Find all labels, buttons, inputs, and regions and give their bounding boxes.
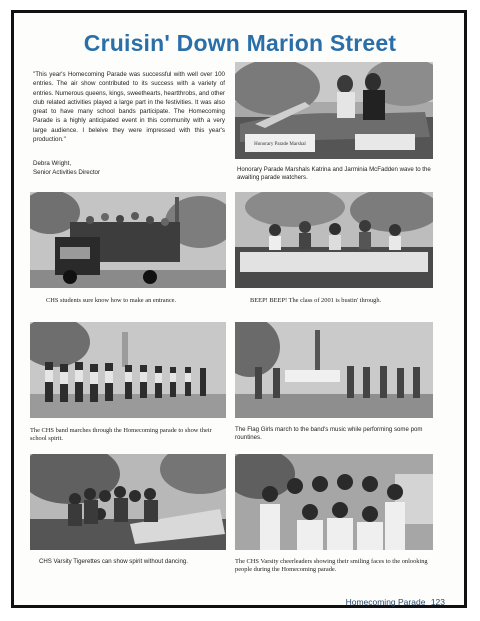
caption-students-truck: CHS students sure know how to make an entrance. [46, 297, 177, 304]
photo-class-2001 [235, 192, 433, 288]
photo-parade-marshals [235, 62, 433, 159]
page-number: 123 [430, 597, 445, 607]
page-title: Cruisin' Down Marion Street [83, 30, 397, 56]
photo-students-truck [30, 192, 226, 288]
quote-attribution [33, 160, 225, 178]
caption-parade-marshals: Honorary Parade Marshals Katrina and Jarminia McFadden wave to the awaiting parade watchers. [237, 166, 431, 182]
author-name: Debra Wright, [33, 160, 72, 167]
caption-tigerettes: CHS Varsity Tigerettes can show spirit without dancing. [39, 558, 188, 565]
caption-band: The CHS band marches through the Homecoming parade to show their school spirit. [30, 427, 212, 443]
caption-cheerleaders: The CHS Varsity cheerleaders showing their smiling faces to the onlooking people during the Homecoming parade. [235, 558, 428, 574]
sign-text: Honorary Parade Marshal [254, 142, 306, 147]
photo-cheerleaders [235, 454, 433, 550]
photo-flag-girls [235, 322, 433, 418]
quote-text: "This year's Homecoming Parade was successful with well over 100 entries. The air show contributed to its success with a variety of entries. Numerous queens, kings, sweethearts, heartthrobs, and other club related activities played a large part in the festivities. It was also great to have many school bands participate. The Homecoming Parade is a highly anticipated event in this community with a very large audience. I beleive they were impressed with this year's production." [33, 71, 225, 144]
author-title: Senior Activities Director [33, 168, 101, 176]
caption-class-2001: BEEP! BEEP! The class of 2001 is bustin' through. [250, 297, 382, 304]
caption-flag-girls: The Flag Girls march to the band's music while performing some pom rountines. [235, 426, 423, 442]
footer-section-label: Homecoming Parade [345, 597, 426, 607]
page-footer [343, 597, 445, 607]
photo-band [30, 322, 226, 418]
photo-tigerettes [30, 454, 226, 550]
